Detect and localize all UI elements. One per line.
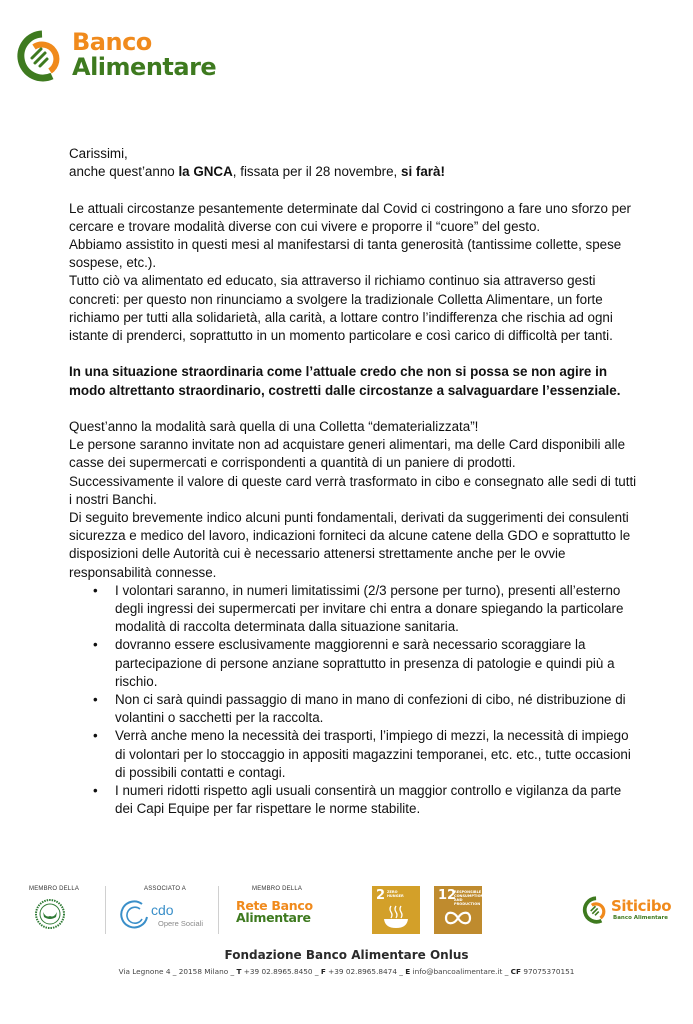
fax-value: +39 02.8965.8474 _ <box>325 967 406 976</box>
list-item <box>93 727 639 782</box>
list-item <box>93 636 639 691</box>
divider <box>218 886 219 934</box>
intro-text-2: , fissata per il 28 novembre, <box>232 164 401 180</box>
bullet-icon: • <box>93 582 98 598</box>
sdg-2-number: 2 <box>376 888 386 903</box>
phone-label: T <box>236 967 242 976</box>
address-street: Via Legnone 4 _ 20158 Milano _ <box>118 967 237 976</box>
list-item-text: I volontari saranno, in numeri limitatissimi (2/3 persone per turno), presenti all’esterno degli ingressi dei supermercati per invitare chi entra a donare spiegando la particolare modalità di raccolta determinata dalla situazione sanitaria. <box>115 582 624 635</box>
banco-alimentare-logo-icon <box>12 28 68 84</box>
list-item-text: dovranno essere esclusivamente maggiorenni e sarà necessario scoraggiare la partecipazione di persone anziane soprattutto in presenza di patologie e quindi più a rischio. <box>115 637 615 689</box>
cdo-spiral-icon <box>120 900 150 930</box>
intro-bold-si-fara: si farà! <box>401 164 445 180</box>
organization-name: Fondazione Banco Alimentare Onlus <box>224 948 469 962</box>
fax-label: F <box>320 967 326 976</box>
sdg-2-zero-hunger-badge <box>372 886 420 934</box>
organization-address <box>0 967 693 976</box>
intro-bold-gnca: la GNCA <box>178 164 233 180</box>
list-item <box>93 691 639 727</box>
sdg-12-text: RESPONSIBLE CONSUMPTION AND PRODUCTION <box>454 890 484 906</box>
list-item <box>93 782 639 818</box>
siticibo-name: Siticibo <box>611 897 672 915</box>
bold-statement-text: In una situazione straordinaria come l’attuale credo che non si possa se non agire in modo altrettanto straordinario, costretti dalle circostanze a salvaguardare l’essenziale. <box>69 364 621 398</box>
tax-code-value: 97075370151 <box>521 967 575 976</box>
sdg-12-number: 12 <box>438 888 457 903</box>
rete-banco-alimentare-logo <box>236 900 313 924</box>
logo-line-2: Alimentare <box>72 53 217 81</box>
rete-line-2: Alimentare <box>236 910 311 925</box>
infinity-loop-icon <box>434 908 482 928</box>
greeting: Carissimi, <box>69 146 128 161</box>
paragraph-1-sentence: Abbiamo assistito in questi mesi al manifestarsi di tanta generosità (tantissime collette, spese sospese, etc.). <box>69 237 622 271</box>
list-item-text: Non ci sarà quindi passaggio di mano in mano di confezioni di cibo, né distribuzione di volantini o sacchetti per la raccolta. <box>115 692 626 726</box>
rete-line-1: Rete Banco <box>236 898 313 913</box>
email-label: E <box>405 967 411 976</box>
paragraph-2-sentence: Quest’anno la modalità sarà quella di una Colletta “dematerializzata”! <box>69 419 479 434</box>
email-value[interactable]: info@bancoalimentare.it _ <box>410 967 511 976</box>
feban-seal-icon <box>34 898 66 930</box>
bullet-icon: • <box>93 728 98 744</box>
paragraph-2-sentence: Successivamente il valore di queste card verrà trasformato in cibo e consegnato alle sedi di tutti i nostri Banchi. <box>69 473 637 507</box>
associated-to-label: ASSOCIATO A <box>144 886 186 892</box>
paragraph-2-sentence: Le persone saranno invitate non ad acquistare generi alimentari, ma delle Card disponibili alle casse dei supermercati e corrispondenti a quantità di un paniere di prodotti. <box>69 437 626 471</box>
paragraph-1-sentence: Tutto ciò va alimentato ed educato, sia attraverso il richiamo continuo sia attraverso gesti concreti: per questo non rinunciamo a svolgere la tradizionale Colletta Alimentare, un forte richiamo per tutti alla solidarietà, alla carità, a lottare contro l’indifferenza che rischia ad ogni istante di prenderci, soprattutto in un momento particolare e così carico di difficoltà per tanti. <box>69 273 613 344</box>
paragraph-1-sentence: Le attuali circostanze pesantemente determinate dal Covid ci costringono a fare uno sforzo per cercare e trovare modalità diverse con cui vivere e proporre il “cuore” del gesto. <box>69 200 631 234</box>
list-item-text: Verrà anche meno la necessità dei trasporti, l’impiego di mezzi, la necessità di impiego di volontari per lo stoccaggio in appositi magazzini temporanei, etc. etc., tutte occasioni di possibili contatti e contagi. <box>115 728 631 780</box>
intro-line <box>69 163 639 181</box>
banco-alimentare-logo <box>12 28 252 86</box>
cdo-subtitle: Opere Sociali <box>158 919 204 928</box>
sdg-2-text: ZERO HUNGER <box>387 890 404 898</box>
bullet-icon: • <box>93 692 98 708</box>
logo-line-1: Banco <box>72 28 152 56</box>
bullet-icon: • <box>93 637 98 653</box>
tax-code-label: CF <box>510 967 522 976</box>
list-item-text: I numeri ridotti rispetto agli usuali consentirà un maggior controllo e vigilanza da parte dei Capi Equipe per far rispettare le norme stabilite. <box>115 783 622 817</box>
siticibo-subtitle: Banco Alimentare <box>613 915 668 921</box>
paragraph-2-sentence: Di seguito brevemente indico alcuni punti fondamentali, derivati da suggerimenti dei consulenti sicurezza e medico del lavoro, indicazioni forniteci da alcune catene della GDO e soprattutto le disposizioni delle Autorità cui è necessario attenersi strettamente anche per le ovvie responsabilità connesse. <box>69 510 631 580</box>
letter-body <box>69 145 639 818</box>
bullet-icon: • <box>93 783 98 799</box>
divider <box>105 886 106 934</box>
siticibo-logo <box>580 894 690 930</box>
phone-value: +39 02.8965.8450 _ <box>241 967 321 976</box>
cdo-name: cdo <box>151 902 174 918</box>
bold-statement <box>69 363 639 399</box>
logo-wordmark <box>72 30 216 80</box>
member-of-label: MEMBRO DELLA <box>252 886 303 892</box>
member-of-label: MEMBRO DELLA <box>29 886 80 892</box>
guidelines-list <box>69 582 639 819</box>
cdo-opere-sociali-logo <box>118 898 208 932</box>
intro-text-1: anche quest’anno <box>69 164 179 180</box>
soup-bowl-icon <box>372 904 420 930</box>
siticibo-logo-icon <box>580 895 610 925</box>
sdg-12-responsible-consumption-badge <box>434 886 482 934</box>
list-item <box>93 582 639 637</box>
